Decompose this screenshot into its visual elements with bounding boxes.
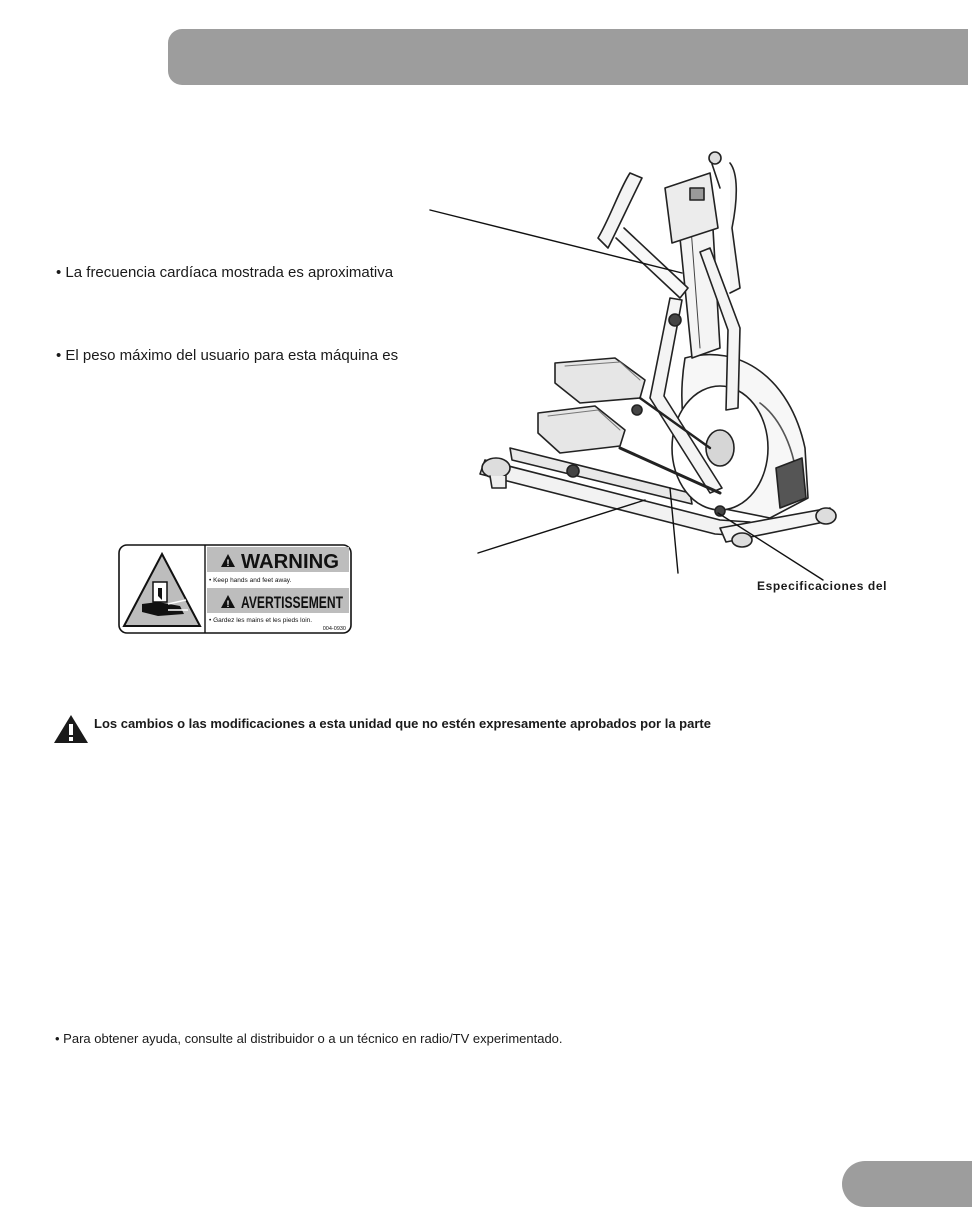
warning-label (118, 544, 352, 634)
bullet-heart-rate: • La frecuencia cardíaca mostrada es aproximativa (56, 264, 394, 281)
caution-notice (54, 714, 914, 744)
header-bar (168, 29, 968, 85)
svg-text:!: ! (226, 558, 230, 568)
caution-text: Los cambios o las modificaciones a esta unidad que no estén expresamente aprobados por la parte (94, 716, 711, 731)
bullet-max-weight: • El peso máximo del usuario para esta máquina es (56, 347, 399, 364)
warning-triangle-icon (54, 714, 90, 744)
elliptical-machine-illustration (420, 148, 850, 578)
specifications-label: Especificaciones del (757, 579, 888, 593)
page-number-tab (842, 1161, 972, 1207)
warning-title-fr: AVERTISSEMENT (241, 593, 344, 612)
warning-text-fr: • Gardez les mains et les pieds loin. (209, 617, 313, 624)
warning-code: 004-0930 (322, 626, 346, 632)
warning-title-en: WARNING (241, 551, 339, 573)
svg-text:!: ! (226, 599, 230, 609)
bullet-help: • Para obtener ayuda, consulte al distribuidor o a un técnico en radio/TV experimentado. (55, 1031, 563, 1046)
warning-text-en: • Keep hands and feet away. (209, 577, 292, 584)
